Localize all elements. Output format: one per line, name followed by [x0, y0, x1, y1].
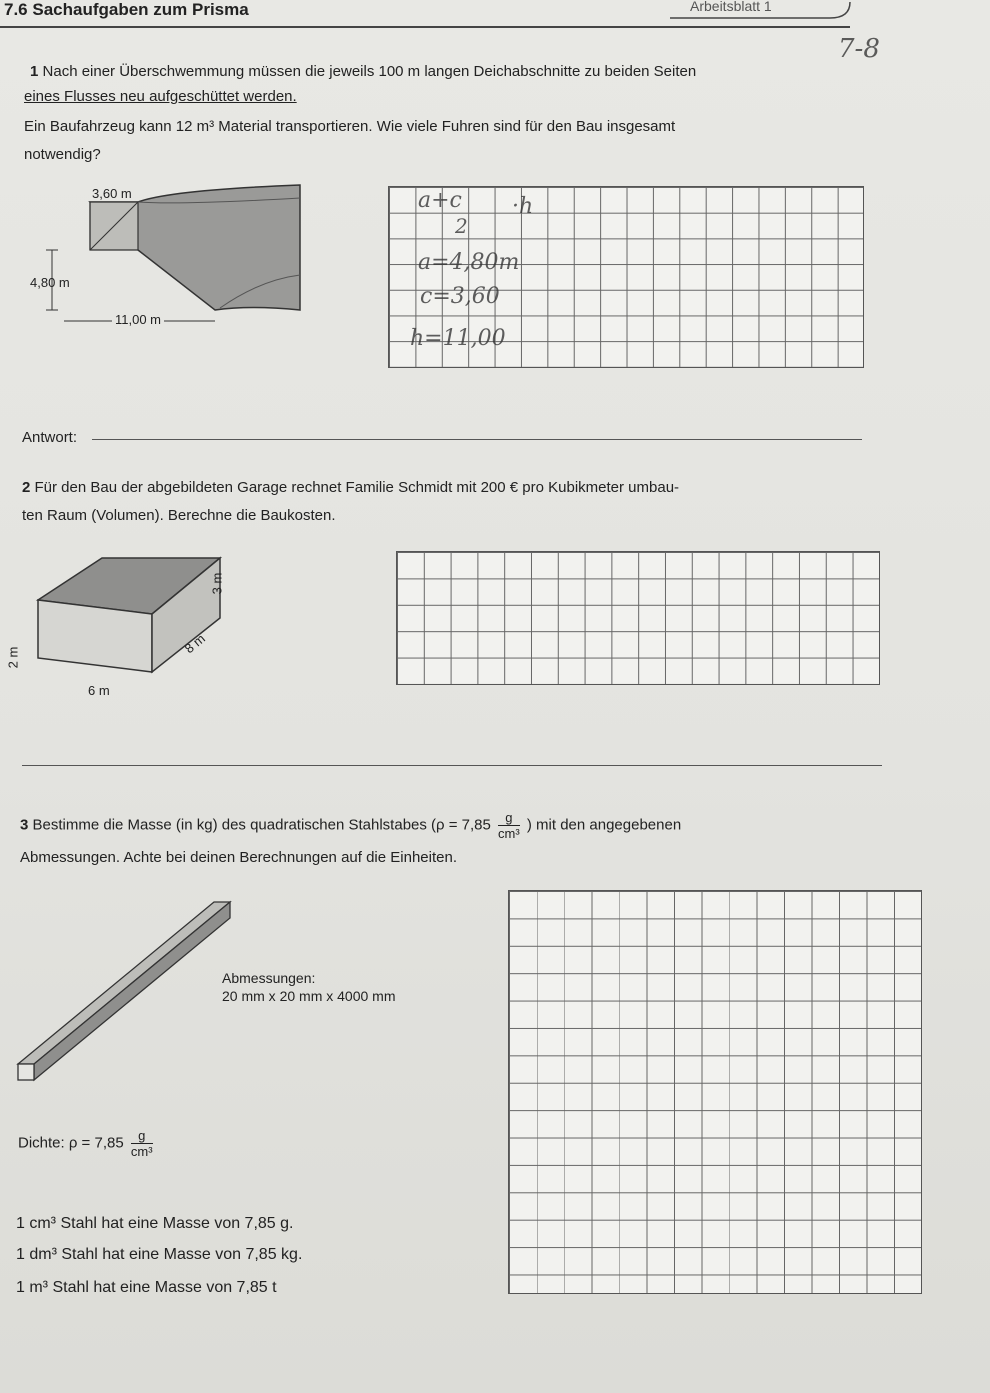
calc-grid-2[interactable]: [396, 551, 880, 685]
task3-line1: [20, 810, 681, 841]
task1-line1: [30, 62, 696, 82]
density-fraction: [498, 810, 520, 841]
handwriting-formula: a+c: [418, 188, 462, 213]
task1-text-3a: Ein Baufahrzeug kann: [24, 118, 172, 135]
task3-text-1a: Bestimme die Masse (in kg) des quadratischen Stahlstabes (ρ = 7,85: [32, 816, 491, 834]
task1-volume: 12 m³: [175, 118, 215, 135]
task1-text-1: Nach einer Überschwemmung müssen die jeweils 100 m langen Deichabschnitte zu beiden Seiten: [42, 63, 697, 80]
dike-bottom-width: 11,00 m: [112, 312, 164, 327]
density2-frac-num: g: [131, 1128, 153, 1144]
garage-dim-3m: 3 m: [209, 572, 225, 595]
worksheet-label: Arbeitsblatt 1: [690, 0, 772, 14]
page-mark-handwritten: 7-8: [838, 34, 880, 64]
handwriting-denominator: 2: [455, 214, 468, 238]
fact-dm3: 1 dm³ Stahl hat eine Masse von 7,85 kg.: [16, 1246, 303, 1263]
density-frac-den: cm³: [498, 826, 520, 841]
task1-line4: notwendig?: [24, 146, 101, 163]
garage-figure: [20, 550, 230, 685]
page-title: 7.6 Sachaufgaben zum Prisma: [4, 0, 249, 19]
task1-text-3b: Material transportieren. Wie viele Fuhren sind für den Bau insgesamt: [218, 118, 676, 135]
task2-line1: [22, 478, 679, 498]
dimensions-label: Abmessungen:: [222, 970, 316, 986]
task2-answer-line[interactable]: [22, 765, 882, 766]
fact-cm3: 1 cm³ Stahl hat eine Masse von 7,85 g.: [16, 1215, 294, 1232]
density-label: Dichte: ρ = 7,85: [18, 1134, 124, 1152]
fact-m3: 1 m³ Stahl hat eine Masse von 7,85 t: [16, 1279, 277, 1296]
handwriting-h: ·h: [512, 194, 534, 219]
task1-number: 1: [30, 63, 39, 80]
dike-figure: [20, 180, 310, 340]
task1-line2: eines Flusses neu aufgeschüttet werden.: [24, 88, 297, 105]
task2-line2: ten Raum (Volumen). Berechne die Baukosten.: [22, 507, 336, 524]
task2-text-1: Für den Bau der abgebildeten Garage rechnet Familie Schmidt mit 200 € pro Kubikmeter umbau-: [34, 479, 680, 496]
steel-bar-figure: [14, 898, 234, 1088]
garage-dim-2m: 2 m: [5, 646, 21, 669]
density-line: [18, 1128, 156, 1159]
garage-dim-6m: 6 m: [88, 683, 110, 698]
task3-number: 3: [20, 816, 29, 834]
density-frac-num: g: [498, 810, 520, 826]
dimensions-value: 20 mm x 20 mm x 4000 mm: [222, 988, 396, 1004]
header-rule: [0, 26, 850, 28]
task2-number: 2: [22, 479, 31, 496]
header-tab-shape: [670, 0, 860, 28]
garage-dim-8m: 8 m: [181, 630, 208, 657]
handwriting-c: c=3,60: [420, 284, 500, 309]
task3-text-1b: ) mit den angegebenen: [526, 816, 682, 834]
calc-grid-3[interactable]: [508, 890, 922, 1294]
handwriting-h-value: h=11,00: [410, 326, 506, 351]
dike-top-width: 3,60 m: [92, 186, 132, 201]
density-fraction-2: [131, 1128, 153, 1159]
dike-height: 4,80 m: [30, 275, 70, 290]
answer-line[interactable]: [92, 439, 862, 440]
answer-label: Antwort:: [22, 429, 78, 446]
task3-line2: Abmessungen. Achte bei deinen Berechnungen auf die Einheiten.: [20, 849, 457, 866]
task1-line3: [24, 117, 675, 137]
handwriting-a: a=4,80m: [418, 250, 520, 275]
density2-frac-den: cm³: [130, 1144, 153, 1159]
